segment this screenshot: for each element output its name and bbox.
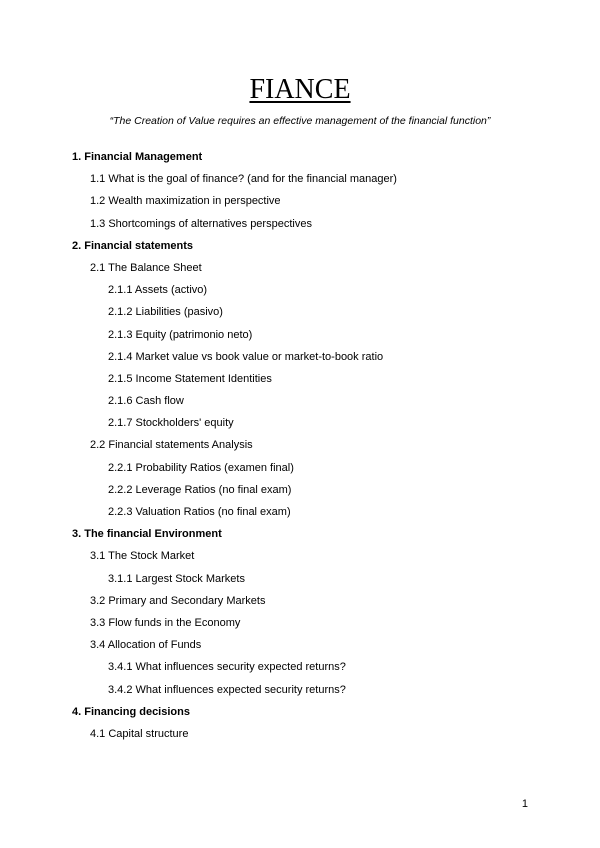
toc-subsection: 3.1 The Stock Market xyxy=(90,550,195,563)
toc-subsubsection: 3.1.1 Largest Stock Markets xyxy=(108,572,245,585)
subtitle-quote: “The Creation of Value requires an effective management of the financial function” xyxy=(109,115,491,127)
toc-subsection: 3.4 Allocation of Funds xyxy=(90,639,202,652)
toc-subsubsection: 3.4.1 What influences security expected returns? xyxy=(108,661,346,674)
toc-subsection: 2.1 The Balance Sheet xyxy=(90,261,202,274)
page-number: 1 xyxy=(521,798,528,810)
page-title: FIANCE xyxy=(249,74,351,105)
toc-subsubsection: 2.1.4 Market value vs book value or market-to-book ratio xyxy=(108,350,384,363)
toc-section-heading: 3. The financial Environment xyxy=(72,528,222,541)
toc-subsection: 1.3 Shortcomings of alternatives perspectives xyxy=(90,217,312,230)
toc-subsubsection: 2.1.6 Cash flow xyxy=(108,395,184,408)
toc-subsection: 2.2 Financial statements Analysis xyxy=(90,439,253,452)
toc-subsection: 3.2 Primary and Secondary Markets xyxy=(90,594,266,607)
toc-section-heading: 2. Financial statements xyxy=(72,239,194,252)
toc-section-heading: 4. Financing decisions xyxy=(72,705,190,718)
toc-subsubsection: 2.1.3 Equity (patrimonio neto) xyxy=(108,328,253,341)
toc-subsubsection: 3.4.2 What influences expected security returns? xyxy=(108,683,346,696)
toc-subsection: 4.1 Capital structure xyxy=(90,727,189,740)
table-of-contents xyxy=(0,149,600,748)
toc-subsubsection: 2.2.2 Leverage Ratios (no final exam) xyxy=(108,483,292,496)
toc-subsection: 1.2 Wealth maximization in perspective xyxy=(90,195,281,208)
toc-section-heading: 1. Financial Management xyxy=(72,151,203,163)
toc-subsection: 3.3 Flow funds in the Economy xyxy=(90,616,241,629)
toc-subsubsection: 2.1.7 Stockholders' equity xyxy=(108,417,234,430)
toc-subsection: 1.1 What is the goal of finance? (and for the financial manager) xyxy=(90,173,397,186)
toc-subsubsection: 2.1.1 Assets (activo) xyxy=(108,284,208,297)
toc-subsubsection: 2.2.3 Valuation Ratios (no final exam) xyxy=(108,506,291,518)
toc-subsubsection: 2.2.1 Probability Ratios (examen final) xyxy=(108,461,294,474)
toc-subsubsection: 2.1.5 Income Statement Identities xyxy=(108,372,272,385)
toc-subsubsection: 2.1.2 Liabilities (pasivo) xyxy=(108,306,223,319)
